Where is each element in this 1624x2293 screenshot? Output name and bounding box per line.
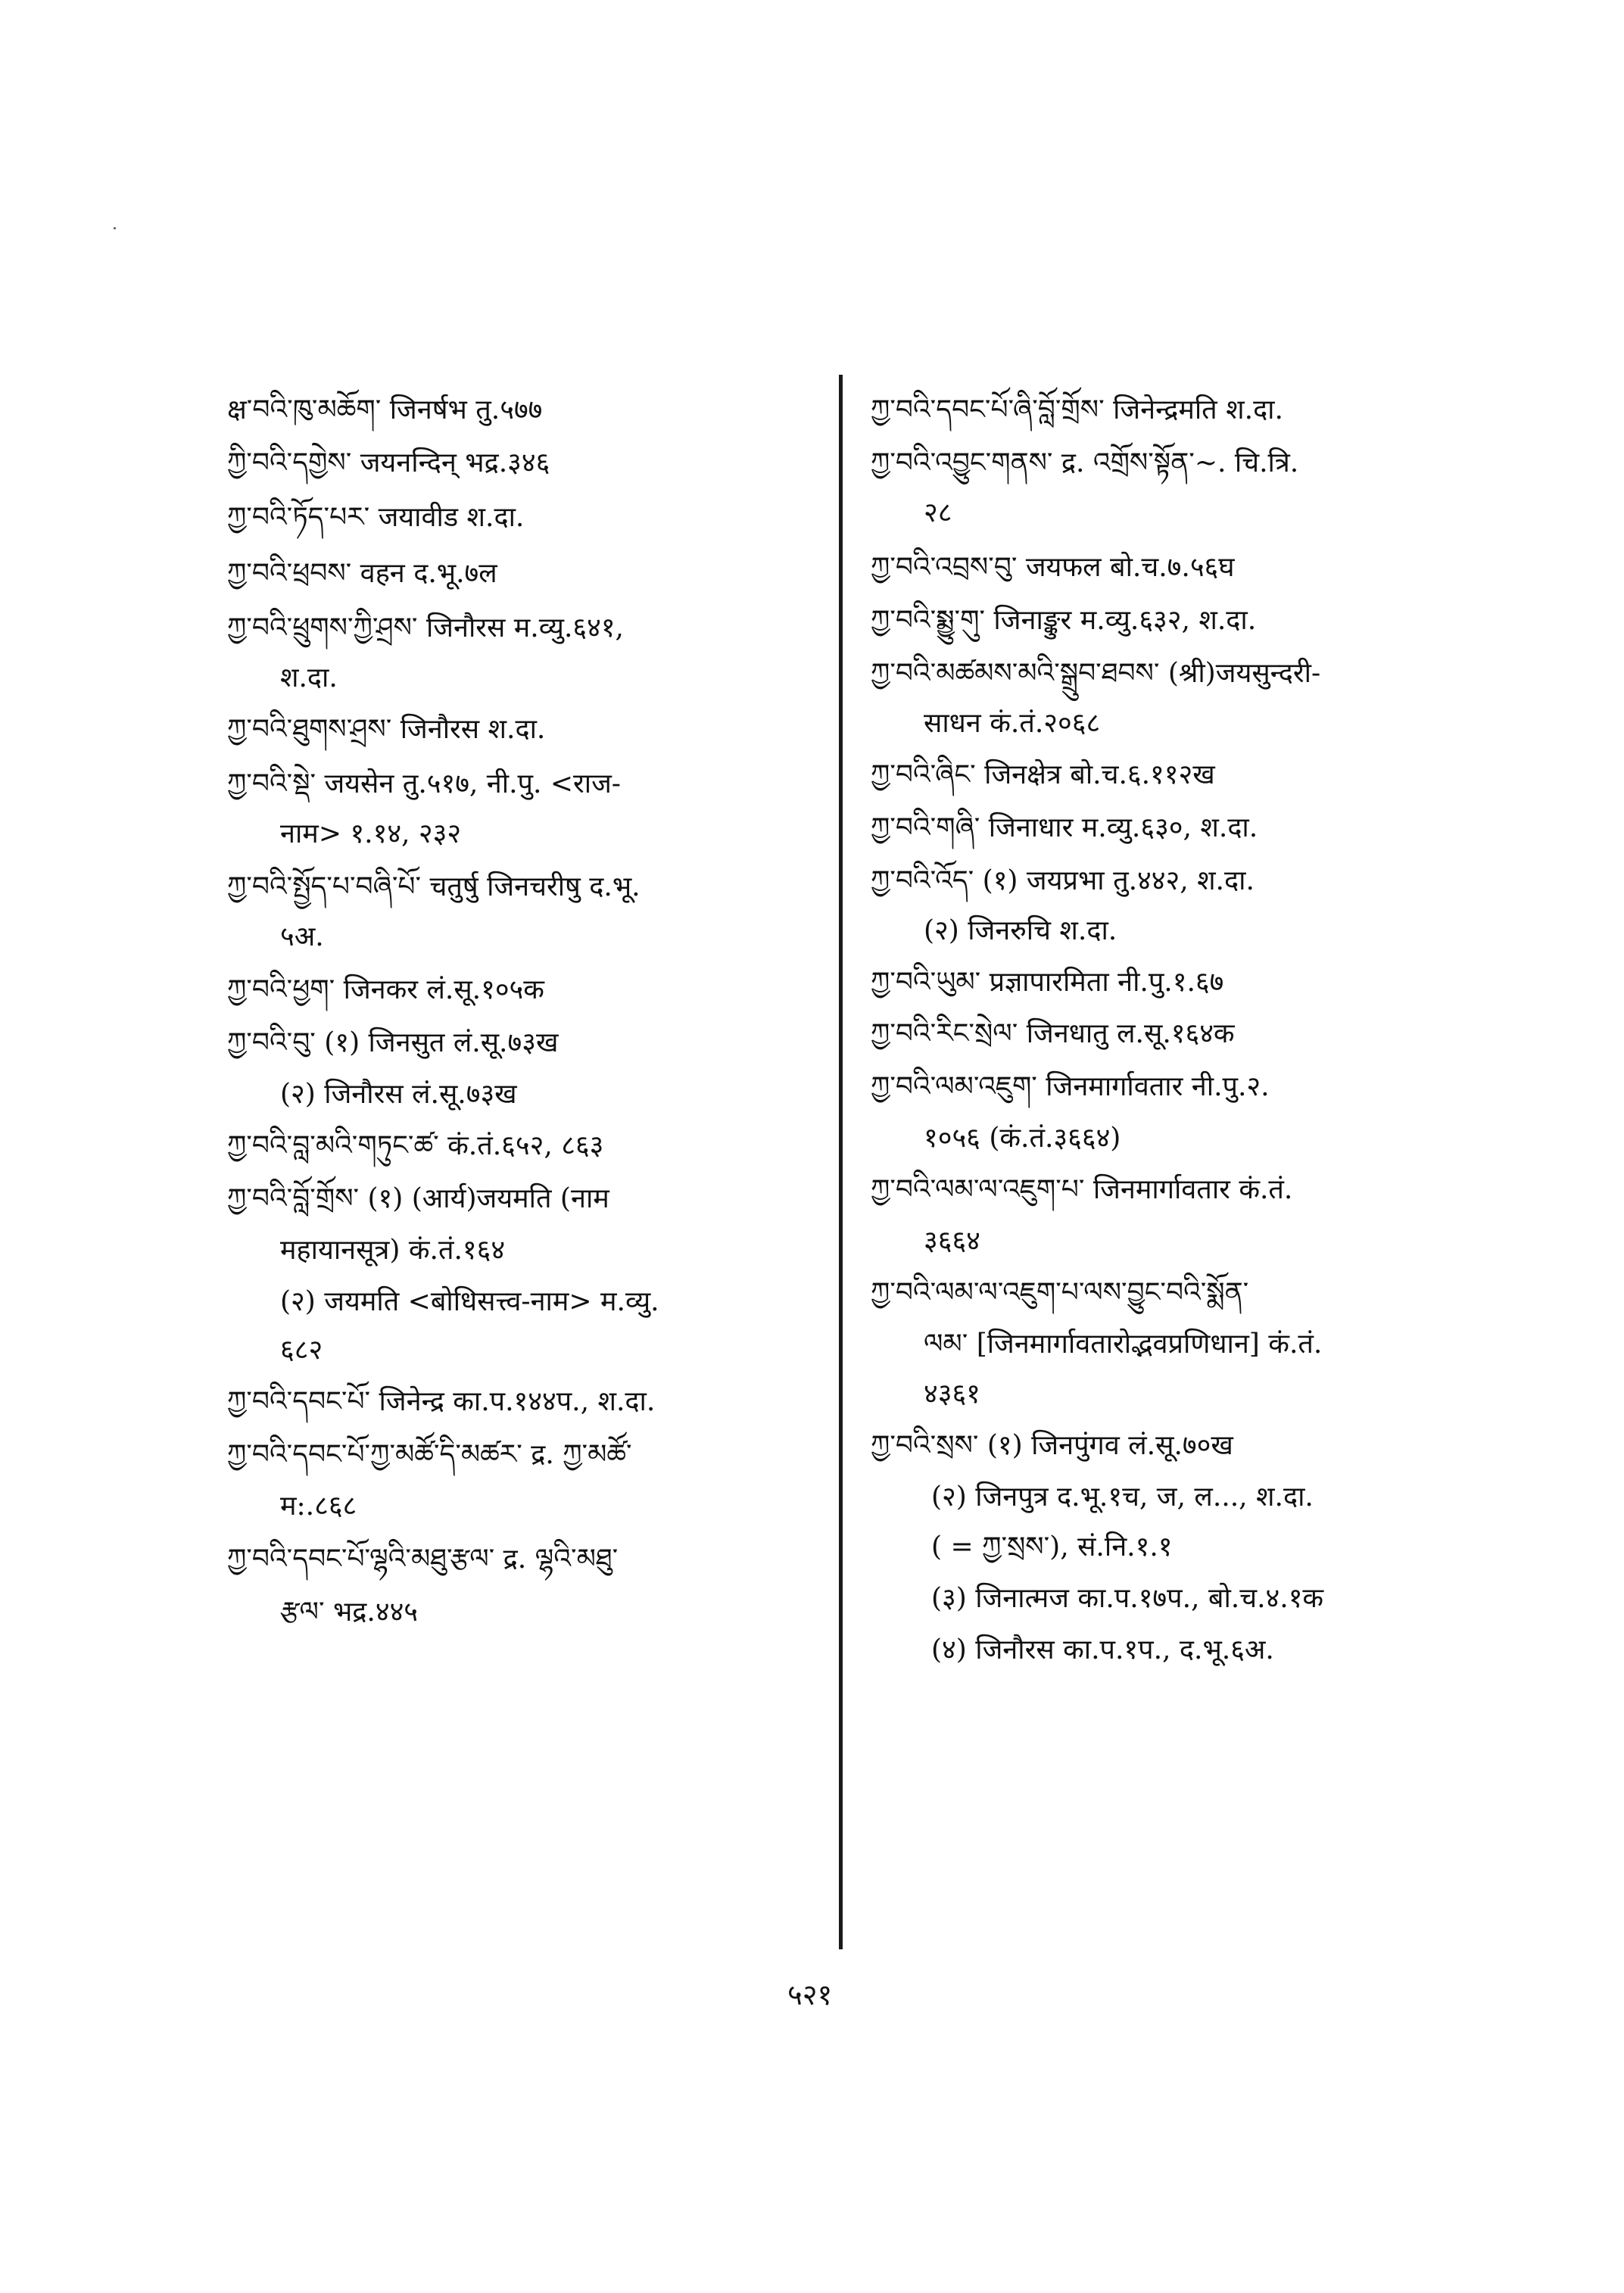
entry-line: ཀྱ་བའི་དབང་པོ་ལྷའི་མཐུ་རྩལ་ द्र. ལྷའི་མཐུ་	[227, 1544, 619, 1575]
column-divider	[839, 375, 843, 1949]
entry-subsense: (३) जिनात्मज का.प.१७प., बो.च.४.१क	[931, 1583, 1324, 1614]
entry-subsense: (२) जिनपुत्र द.भू.१च, ज, ल..., श.दा.	[931, 1481, 1314, 1513]
entry-line: ཀྱ་བའི་གཞི་ जिनाधार म.व्यु.६३०, श.दा.	[871, 812, 1258, 843]
entry-line: ཀྱ་བའི་བུ་ (१) जिनसुत लं.सू.७३ख	[227, 1027, 559, 1058]
entry-continuation: नाम> १.१४, २३२	[280, 818, 462, 849]
entry-subsense: (२) जिनौरस लं.सू.७३ख	[280, 1079, 517, 1110]
entry-line: ཀྱ་བའི་ཕྲུགས་ཀྱི་ཤྲས་ जिनौरस म.व्यु.६४१,	[227, 612, 624, 643]
entry-line: ཀྱ་བའི་འབྱུང་གནས་ द्र. འགྲོས་སྟོན་~. चि.त्रि.	[871, 447, 1299, 478]
entry-continuation: १०५६ (कं.तं.३६६४)	[924, 1123, 1121, 1154]
entry-line: ཀྱ་བའི་ལམ་འཇུག་ जिनमार्गावतार नी.पु.२.	[871, 1071, 1270, 1102]
entry-subsense: ( = ཀྱ་སྲས་), सं.नि.१.१	[931, 1531, 1173, 1562]
entry-subsense: (४) जिनौरस का.प.१प., द.भू.६अ.	[931, 1634, 1274, 1665]
entry-line: ཀྱ་བའི་རིང་སྲེལ་ जिनधातु ल.सू.१६४क	[871, 1018, 1235, 1049]
entry-continuation: महायानसूत्र) कं.तं.१६४	[280, 1235, 506, 1266]
entry-line: ཀྱ་བའི་སྲས་ (१) जिनपुंगव लं.सू.७०ख	[871, 1430, 1233, 1461]
entry-line: ཀྱ་བའི་ཏོད་པར་ जयावीड श.दा.	[227, 502, 525, 533]
entry-continuation: ६८२	[280, 1335, 323, 1366]
entry-line: ཀྱ་བའི་ཕྱག་ जिनकर लं.सू.१०५क	[227, 974, 544, 1005]
entry-continuation: ३६६४	[924, 1226, 980, 1257]
entry-line: ཀྱི་བའི་དགྱེས་ जयनन्दिन् भद्र.३४६	[227, 447, 550, 478]
entry-continuation: རྩལ་ भद्र.४४५	[280, 1597, 419, 1628]
entry-continuation: साधन कं.तं.२०६८	[924, 708, 1101, 739]
scan-speck	[114, 227, 116, 229]
entry-line: ཀྱ་བའི་འབྲས་བུ་ जयफल बो.च.७.५६घ	[871, 552, 1235, 583]
entry-line: ཀྱ་བའི་དབང་པོ་ཀྱ་མཚོ་དི་མཚར་ द्र. ཀྱ་མཚོ་	[227, 1439, 632, 1470]
entry-line: ཀྱ་བའི་ལམ་ལ་འཇུག་པ་ལས་བྱུང་བའི་སྨོན་	[871, 1277, 1249, 1308]
entry-line: ཀྱ་བའི་ཞིང་ जिनक्षेत्र बो.च.६.११२ख	[871, 759, 1215, 790]
entry-line: ཀྱ་བའི་ཐུགས་ཤྲས་ जिनौरस श.दा.	[227, 714, 546, 745]
entry-continuation: ५अ.	[280, 921, 324, 952]
entry-continuation: ४३६१	[924, 1379, 980, 1410]
entry-line: ཀྱ་བའི་དབང་པོ་ཞི་བློ་གྲོས་ जिनेन्द्रमति श.दा.	[871, 394, 1283, 425]
entry-line: ཀྱ་བའི་བླ་མའི་གཏུང་ཚ་ कं.तं.६५२, ८६३	[227, 1130, 604, 1161]
entry-line: ཀྱ་བའི་འོད་ (१) जयप्रभा तु.४४२, श.दा.	[871, 865, 1255, 896]
entry-line: ཀྱ་བའི་ལམ་ལ་འཇུག་པ་ जिनमार्गावतार कं.तं.	[871, 1174, 1293, 1205]
entry-continuation: ལམ་ [जिनमार्गावतारोद्भवप्रणिधान] कं.तं.	[924, 1329, 1323, 1360]
page-number: ५२१	[787, 1978, 833, 2011]
entry-line: ཀྱ་བའི་མཚམས་མའི་སྒྲུབ་ཐབས་ (श्री)जयसुन्दरी-	[871, 658, 1321, 689]
entry-line: ཀྱ་བའི་སྨྱུ་གུ་ जिनाङ्कुर म.व्यु.६३२, श.दा.	[871, 605, 1257, 636]
entry-line: ཀྱ་བའི་སྤྱོད་པ་བཞི་པོ་ चतुर्षु जिनचरीषु द.भू.	[227, 871, 641, 902]
entry-continuation: २८	[924, 497, 952, 528]
entry-line: क्ष་བའི་ཁུ་མཆོག་ जिनर्षभ तु.५७७	[227, 394, 543, 425]
entry-subsense: (२) जिनरुचि श.दा.	[924, 915, 1117, 946]
entry-line: ཀྱ་བའི་དབང་པོ་ जिनेन्द्र का.प.१४४प., श.दा.	[227, 1386, 656, 1417]
entry-subsense: (२) जयमति <बोधिसत्त्व-नाम> म.व्यु.	[280, 1286, 659, 1317]
entry-line: ཀྱ་བའི་སྡེ་ जयसेन तु.५१७, नी.पु. <राज-	[227, 768, 621, 799]
entry-line: ཀྱ་བའི་ཡུམ་ प्रज्ञापारमिता नी.पु.१.६७	[871, 967, 1224, 998]
entry-continuation: म:.८६८	[280, 1491, 357, 1522]
entry-line: ཀྱ་བའི་ཕྲབས་ वहन द.भू.७ल	[227, 558, 497, 589]
entry-continuation: श.दा.	[280, 662, 338, 693]
entry-line: ཀྱ་བའི་བློ་གྲོས་ (१) (आर्य)जयमति (नाम	[227, 1183, 609, 1214]
